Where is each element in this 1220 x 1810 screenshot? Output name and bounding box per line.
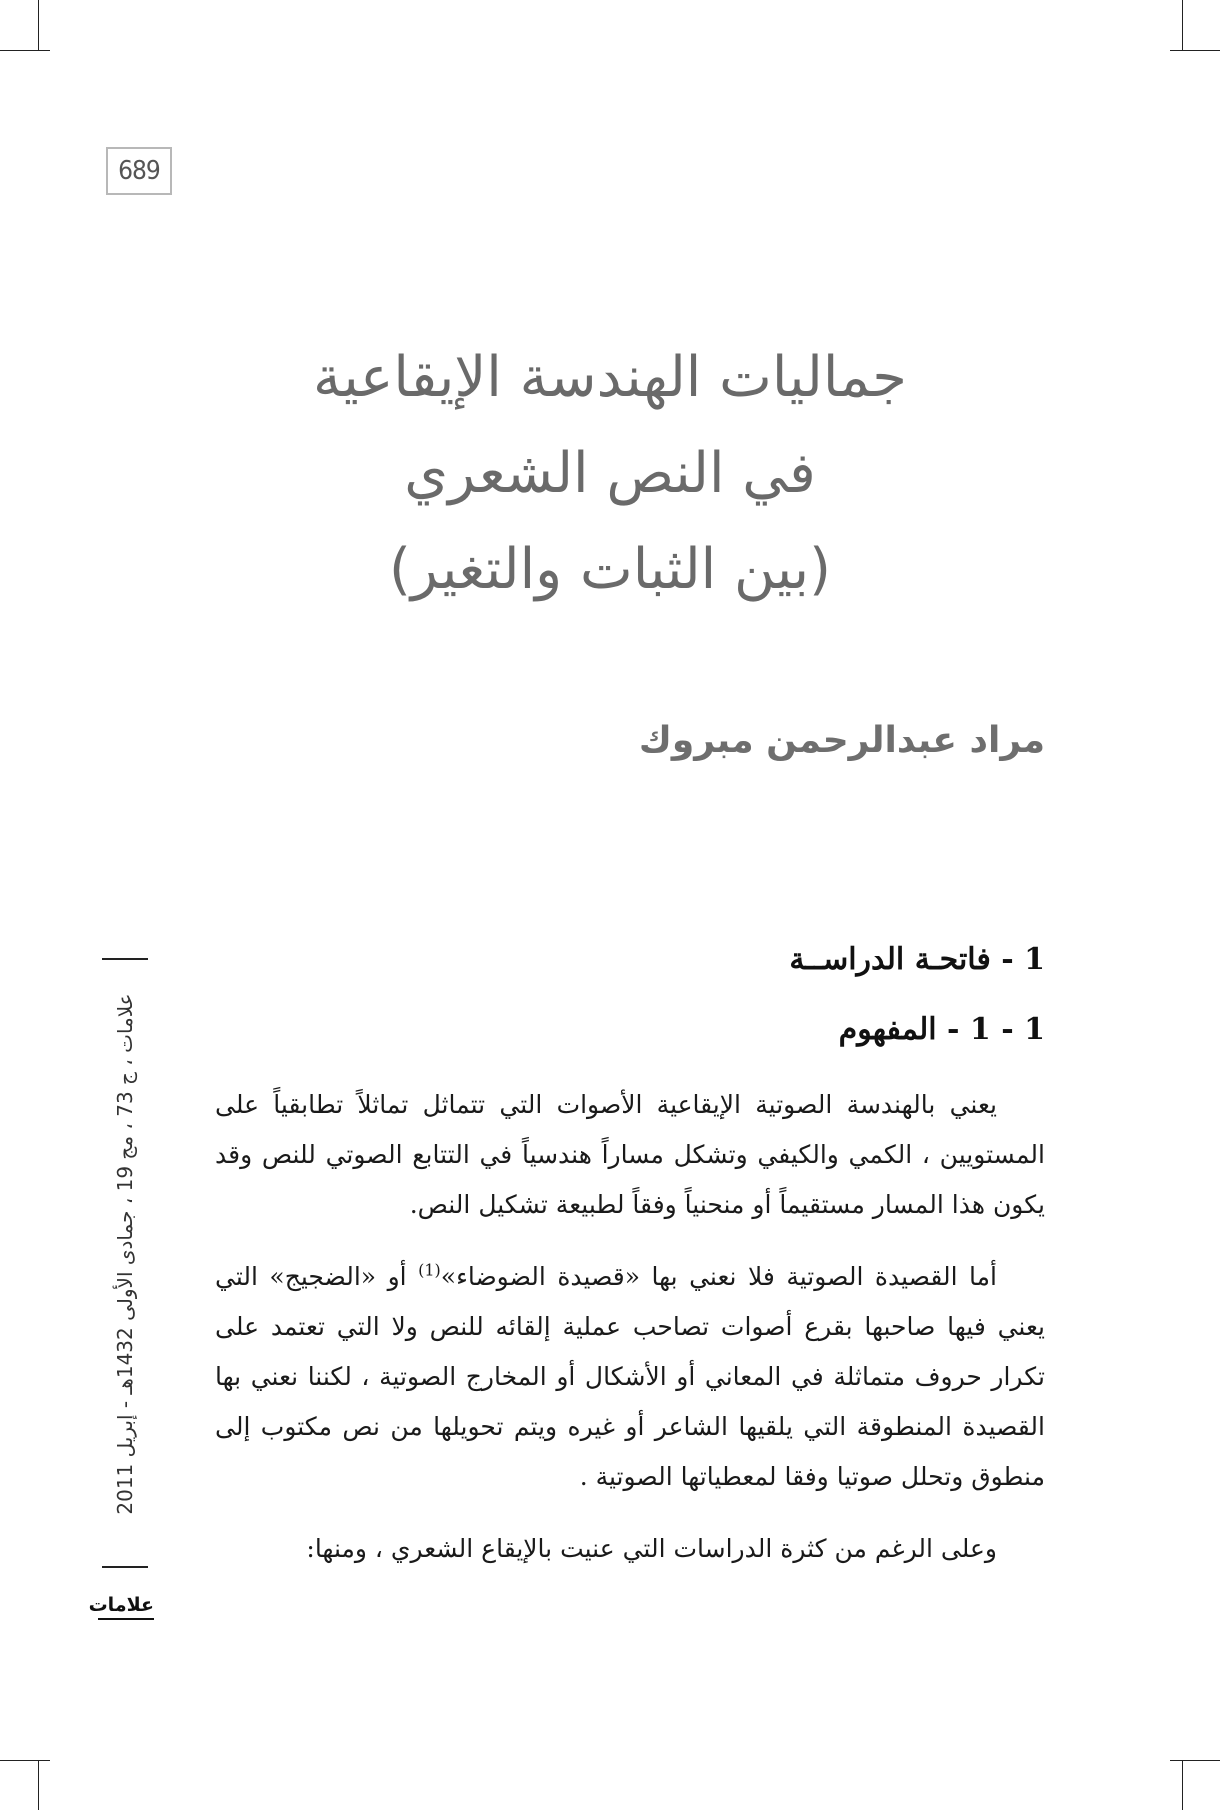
paragraph-text: أو «الضجيج» التي يعني فيها صاحبها بقرع أصوات تصاحب عملية إلقائه للنص ولا التي تعتمد على تكرار حروف متماثلة في المعاني أو الأشكال أو المخارج الصوتية ، لكننا نعني بها القصيدة المنطوقة التي يلقيها الشاعر أو غيره ويتم تحويلها من نص مكتوب إلى منطوق وتحلل صوتيا وفقا لمعطياتها الصوتية . bbox=[215, 1262, 1045, 1491]
paragraph-text: أما القصيدة الصوتية فلا نعني بها «قصيدة الضوضاء» bbox=[440, 1262, 997, 1291]
paragraph: وعلى الرغم من كثرة الدراسات التي عنيت بالإيقاع الشعري ، ومنها: bbox=[306, 1534, 997, 1563]
crop-mark bbox=[0, 1760, 50, 1761]
journal-citation-strip bbox=[102, 958, 148, 1550]
crop-mark bbox=[1182, 1760, 1183, 1810]
title-line: (بين الثبات والتغير) bbox=[389, 537, 831, 602]
journal-logo: علامات bbox=[98, 1594, 154, 1620]
crop-mark bbox=[38, 1760, 39, 1810]
paragraph bbox=[215, 1252, 1045, 1502]
title-line: في النص الشعري bbox=[404, 441, 816, 506]
side-rule-bottom bbox=[102, 1566, 148, 1568]
subsection-heading: 1 - 1 - المفهوم bbox=[838, 1012, 1045, 1047]
title-line: جماليات الهندسة الإيقاعية bbox=[313, 345, 907, 410]
paragraph: يعني بالهندسة الصوتية الإيقاعية الأصوات التي تتماثل تماثلاً تطابقياً على المستويين ، الكمي والكيفي وتشكل مساراً هندسياً في التتابع الصوتي للنص وقد يكون هذا المسار مستقيماً أو منحنياً وفقاً لطبيعة تشكيل النص. bbox=[215, 1090, 1045, 1219]
footnote-ref[interactable]: (1) bbox=[418, 1260, 441, 1280]
author-name: مراد عبدالرحمن مبروك bbox=[638, 720, 1045, 761]
crop-mark bbox=[1182, 0, 1183, 50]
crop-mark bbox=[1170, 1760, 1220, 1761]
section-heading: 1 - فاتحـة الدراســة bbox=[789, 942, 1045, 977]
article-title bbox=[200, 330, 1020, 618]
crop-mark bbox=[0, 50, 50, 51]
crop-mark bbox=[38, 0, 39, 50]
crop-mark bbox=[1170, 50, 1220, 51]
page-number: 689 bbox=[106, 147, 172, 195]
journal-citation: علامات ، ج 73 ، مج 19 ، جمادى الأولى 1432هـ - إبريل 2011 bbox=[113, 993, 137, 1515]
article-body bbox=[215, 940, 1045, 1596]
